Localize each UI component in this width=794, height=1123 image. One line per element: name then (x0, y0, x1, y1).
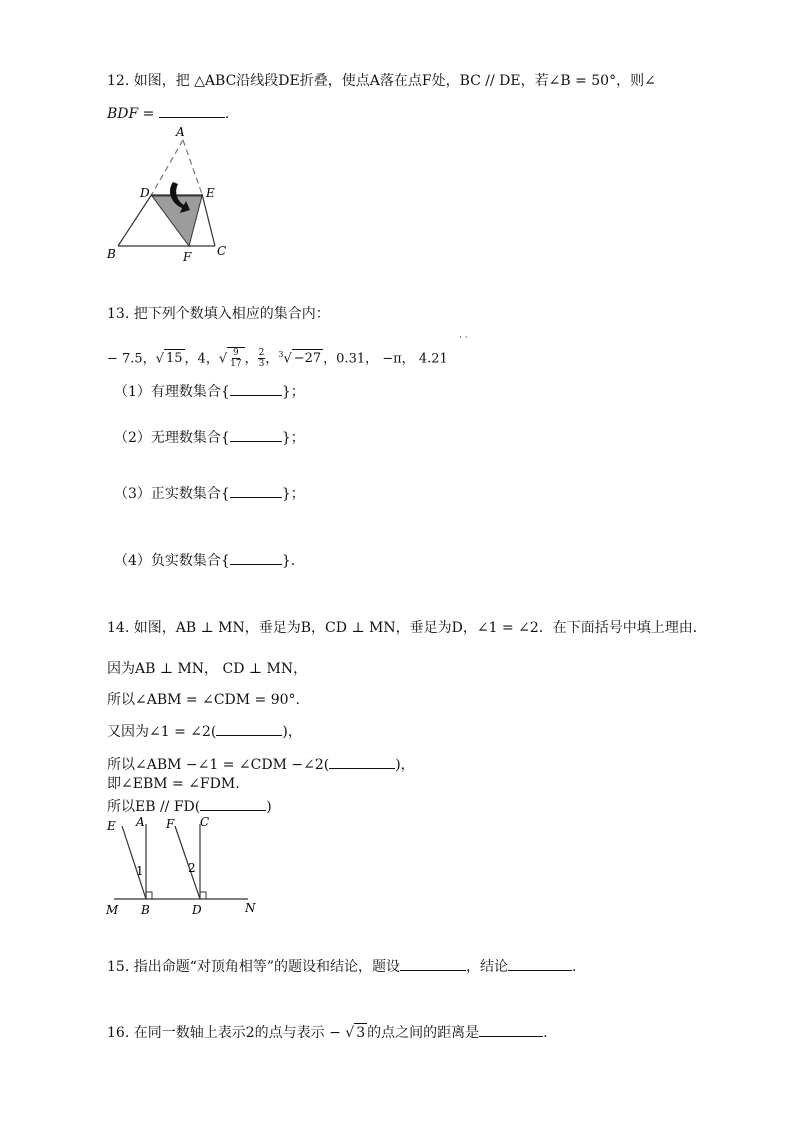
q16-pre: 16. 在同一数轴上表示2的点与表示 − (107, 1025, 346, 1041)
q16-answer-blank[interactable] (479, 1023, 543, 1037)
q15-pre: 15. 指出命题“对顶角相等”的题设和结论，题设 (107, 959, 401, 975)
q15-post: . (572, 959, 577, 975)
q13-stem: 13. 把下列个数填入相应的集合内： (107, 306, 330, 322)
q14-reason-blank-2[interactable] (329, 755, 395, 769)
q13-item-1-blank[interactable] (230, 382, 282, 396)
q14-line6-post: ) (266, 799, 272, 815)
q12-label-C: C (217, 244, 227, 258)
q14-label-F: F (166, 817, 175, 831)
q14-line3-post: )， (282, 724, 302, 740)
q12-side-EC (202, 194, 215, 246)
q13-frac2-den: 3 (258, 359, 265, 370)
q12-line2-suffix: . (224, 106, 230, 122)
q13-item-3-end: }； (281, 486, 305, 502)
q14-line5: 即∠EBM = ∠FDM. (107, 776, 240, 792)
q14-label-2: 2 (188, 861, 196, 875)
q14-stem: 14. 如图，AB ⊥ MN，垂足为B，CD ⊥ MN，垂足为D，∠1 = ∠2．在下面括号中填上理由． (107, 620, 707, 636)
q14-line4-pre: 所以∠ABM −∠1 = ∠CDM −∠2( (107, 757, 330, 773)
q14-label-1: 1 (136, 864, 144, 878)
q14-line1: 因为AB ⊥ MN， CD ⊥ MN， (107, 661, 308, 677)
q14-label-C: C (200, 815, 210, 829)
q13-frac1 (230, 348, 241, 369)
q14-label-D: D (192, 903, 202, 917)
q13-item-3-label: （3）正实数集合{ (114, 486, 230, 502)
q13-sep1: ， (244, 351, 258, 367)
q14-perpendicular-figure (100, 812, 270, 920)
q12-label-E: E (206, 186, 215, 200)
q13-item-4-blank[interactable] (230, 551, 282, 565)
q16-end: . (543, 1025, 548, 1041)
q15-conclusion-blank[interactable] (508, 957, 572, 971)
q12-label-F: F (183, 250, 192, 264)
q16 (107, 1023, 548, 1042)
q13-num-b: ，4， (184, 351, 219, 367)
q14-label-E: E (107, 819, 116, 833)
q14-reason-blank-1[interactable] (216, 722, 282, 736)
q14-line3-pre: 又因为∠1 = ∠2( (107, 724, 217, 740)
q14-label-B: B (141, 903, 150, 917)
sqrt-icon: √ (218, 351, 228, 367)
q14-reason-blank-3[interactable] (200, 797, 266, 811)
q13-frac-root (227, 347, 244, 369)
q13-sep2: ， (265, 351, 279, 367)
q13-item-3 (114, 484, 305, 503)
q12-answer-blank[interactable] (159, 104, 225, 118)
q13-num-a: − 7.5， (107, 351, 156, 367)
q12-dashed-AD (152, 140, 183, 194)
q13-item-2 (114, 428, 305, 447)
q14-label-M: M (106, 903, 119, 917)
q15 (107, 957, 576, 976)
q13-item-2-label: （2）无理数集合{ (114, 430, 230, 446)
q13-item-4-end: }. (281, 553, 296, 569)
q12-line1: 12. 如图，把 △ABC沿线段DE折叠，使点A落在点F处，BC // DE，若∠B = 50°，则∠ (107, 73, 656, 89)
q12-fold-triangle-figure (100, 124, 240, 266)
q13-item-1-label: （1）有理数集合{ (114, 384, 230, 400)
q14-right-angle-D-icon (200, 892, 206, 899)
q14-line4 (107, 755, 415, 774)
q15-premise-blank[interactable] (400, 957, 466, 971)
q13-item-2-end: }； (281, 430, 305, 446)
q13-item-1-end: }； (281, 384, 305, 400)
q13-frac2-num: 2 (258, 348, 265, 359)
q13-item-1 (114, 382, 305, 401)
q14-line6-pre: 所以EB // FD( (107, 799, 201, 815)
q13-cbrt-index: 3 (278, 350, 284, 359)
q13-item-3-blank[interactable] (230, 484, 282, 498)
q12-dashed-AE (183, 140, 202, 194)
q14-label-A: A (136, 815, 145, 829)
q13-item-2-blank[interactable] (230, 428, 282, 442)
q16-post: 的点之间的距离是 (367, 1025, 480, 1041)
sqrt-icon: √ (155, 351, 164, 367)
sqrt-icon: √ (345, 1025, 355, 1041)
q12-line2 (107, 104, 229, 123)
q14-line-EB (122, 826, 146, 899)
q12-label-D: D (140, 186, 150, 200)
q16-sqrt3: 3 (356, 1025, 366, 1041)
q13-cbrt-val: −27 (293, 351, 322, 367)
q12-line2-prefix: BDF = (107, 106, 159, 122)
q13-num-c: ，0.31， −π， 4.21 (323, 351, 448, 367)
q12-side-DB (118, 194, 152, 246)
q13-frac1-den: 17 (230, 359, 242, 370)
q13-numbers (107, 346, 448, 369)
q13-item-4 (114, 551, 295, 570)
q12-label-B: B (107, 247, 116, 261)
q14-line2: 所以∠ABM = ∠CDM = 90°. (107, 692, 300, 708)
q15-mid: ，结论 (466, 959, 509, 975)
q14-right-angle-B-icon (146, 892, 152, 899)
q13-item-4-label: （4）负实数集合{ (114, 553, 230, 569)
q14-label-N: N (245, 901, 256, 915)
q13-frac1-num: 9 (232, 348, 239, 359)
sqrt-icon: √ (283, 351, 292, 367)
q13-sqrt15: 15 (166, 351, 183, 367)
q14-line3 (107, 722, 302, 741)
q12-label-A: A (176, 125, 185, 139)
q13-dots: · · (459, 333, 468, 343)
q14-line4-post: )， (395, 757, 415, 773)
